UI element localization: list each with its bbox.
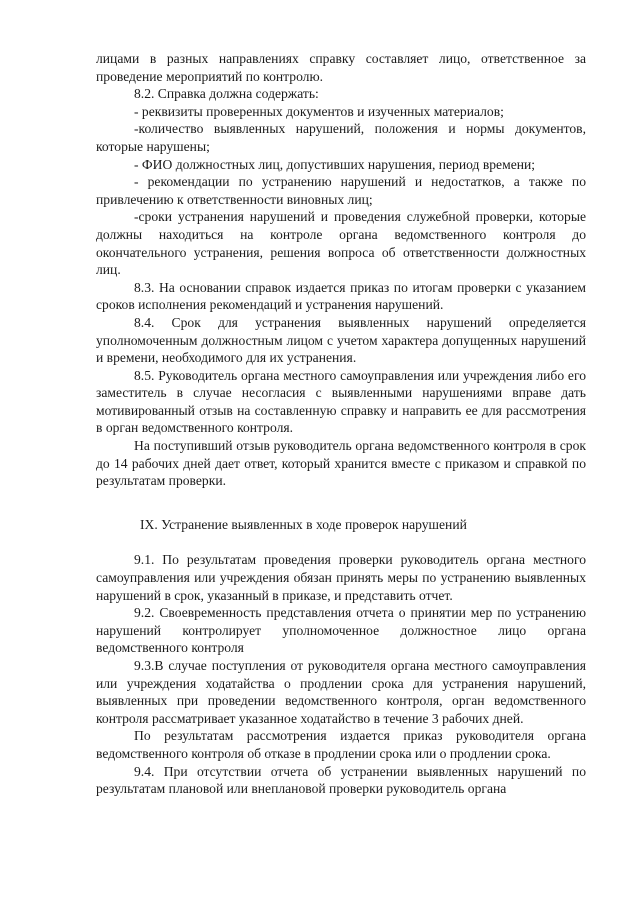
list-item-requisites: - реквизиты проверенных документов и изученных материалов; <box>134 103 504 119</box>
paragraph-9-2: 9.2. Своевременность представления отчета о принятии мер по устранению нарушений контролирует уполномоченное должностное лицо органа ведомственного контроля <box>96 605 586 656</box>
section-heading-ix: IX. Устранение выявленных в ходе проверок нарушений <box>140 516 467 532</box>
paragraph-9-3-result: По результатам рассмотрения издается приказ руководителя органа ведомственного контроля об отказе в продлении срока или о продлении срока. <box>96 728 586 761</box>
list-item-violations-count: -количество выявленных нарушений, положения и нормы документов, которые нарушены; <box>96 121 586 154</box>
paragraph-8-5-response: На поступивший отзыв руководитель органа ведомственного контроля в срок до 14 рабочих дней дает ответ, который хранится вместе с приказом и справкой по результатам проверки. <box>96 438 586 489</box>
paragraph-8-2: 8.2. Справка должна содержать: <box>134 86 319 102</box>
paragraph-9-3: 9.3.В случае поступления от руководителя органа местного самоуправления или учреждения ходатайства о продлении срока для устранения нарушений, выявленных при проведении ведомственного контроля, орган ведомственного контроля рассматривает указанное ходатайство в течение 3 рабочих дней. <box>96 658 586 726</box>
paragraph-8-5: 8.5. Руководитель органа местного самоуправления или учреждения либо его заместитель в случае несогласия с выявленными нарушениями вправе дать мотивированный отзыв на составленную справку и направить ее для рассмотрения в орган ведомственного контроля. <box>96 367 586 436</box>
paragraph-continuation: лицами в разных направлениях справку составляет лицо, ответственное за проведение мероприятий по контролю. <box>96 51 586 84</box>
document-page <box>96 50 586 798</box>
list-item-officials: - ФИО должностных лиц, допустивших нарушения, период времени; <box>134 156 536 172</box>
paragraph-9-4: 9.4. При отсутствии отчета об устранении выявленных нарушений по результатам плановой или внеплановой проверки руководитель органа <box>96 763 586 797</box>
list-item-recommendations: - рекомендации по устранению нарушений и недостатков, а также по привлечению к ответственности виновных лиц; <box>96 174 586 207</box>
paragraph-9-1: 9.1. По результатам проведения проверки руководитель органа местного самоуправления или учреждения обязан принять меры по устранению выявленных нарушений в срок, указанный в приказе, и представить отчет. <box>96 552 586 603</box>
paragraph-8-3: 8.3. На основании справок издается приказ по итогам проверки с указанием сроков исполнения рекомендаций и устранения нарушений. <box>96 279 586 313</box>
paragraph-8-4: 8.4. Срок для устранения выявленных нарушений определяется уполномоченным должностным лицом с учетом характера допущенных нарушений и времени, необходимого для их устранения. <box>96 314 586 366</box>
list-item-deadlines: -сроки устранения нарушений и проведения служебной проверки, которые должны находиться на контроле органа ведомственного контроля до окончательного устранения, решения вопроса об ответственности должностных лиц. <box>96 209 586 278</box>
